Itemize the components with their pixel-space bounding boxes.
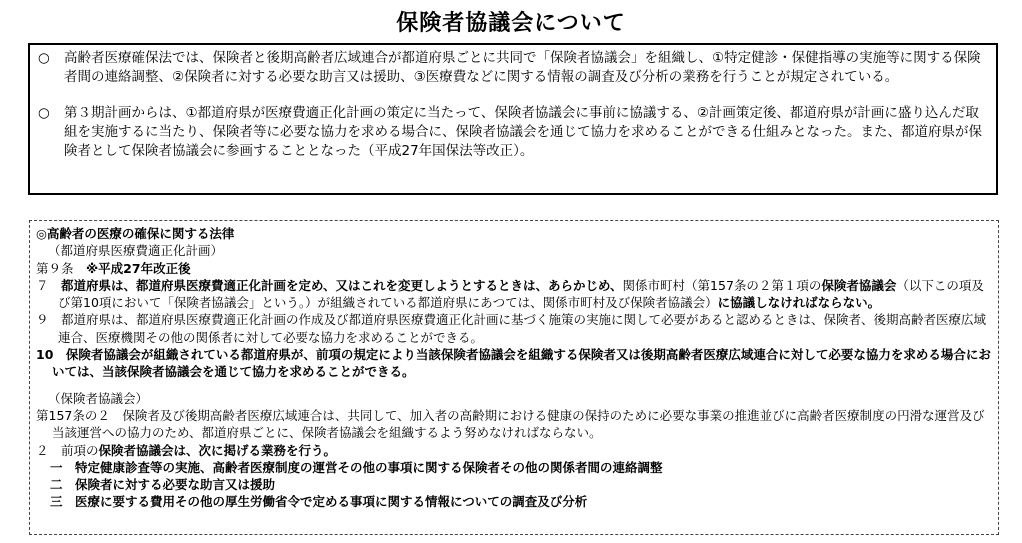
paragraph-10-number: 10 [36,347,54,363]
list-item [36,476,992,493]
bullet-icon: ○ [38,50,50,66]
list-item-text: 保険者に対する必要な助言又は援助 [75,477,276,493]
paragraph-2-bold: 保険者協議会は、次に掲げる業務を行う。 [98,442,337,458]
section-caption-plan: （都道府県医療費適正化計画） [48,243,224,259]
paragraph-9 [36,311,992,346]
law-heading: ◎高齢者の医療の確保に関する法律 [36,226,235,241]
paragraph-9-number: ９ [36,312,49,328]
summary-point-2 [38,104,986,161]
paragraph-2-text: 前項の [61,442,99,458]
list-item [36,493,992,510]
summary-text-1: 高齢者医療確保法では、保険者と後期高齢者広域連合が都道府県ごとに共同で「保険者協議会」を組織し、①特定健診・保健指導の実施等に関する保険者間の連絡調整、②保険者に対する必要な助言又は援助、③医療費などに関する情報の調査及び分析の業務を行うことが規定されている。 [64,50,981,85]
bullet-icon: ○ [38,105,50,121]
paragraph-7-text-1: 関係市町村（第157条の２第１項の [622,277,822,293]
section-caption-council: （保険者協議会） [48,390,149,406]
list-item-number: 三 [50,494,63,510]
paragraph-7-text-2: （以下この項及び第10項において「保険者協議会」という。）が組織されている都道府県にあつては、関係市町村及び保険者協議会） [58,277,984,311]
law-excerpt-box [29,220,999,535]
article-157-2-text: 保険者及び後期高齢者医療広域連合は、共同して、加入者の高齢期における健康の保持のために必要な事業の推進並びに高齢者医療制度の円滑な運営及び当該運営への協力のため、都道府県ごとに、保険者協議会を組織するよう努めなければならない。 [52,407,985,441]
paragraph-7-bold-1: 都道府県は、都道府県医療費適正化計画を定め、又はこれを変更しようとするときは、あらかじめ、 [61,277,623,293]
paragraph-10 [36,346,992,381]
list-item-text: 特定健康診査等の実施、高齢者医療制度の運営その他の事項に関する保険者その他の関係者間の連絡調整 [75,459,663,475]
paragraph-7-bold-2: 保険者協議会 [821,277,897,293]
article-157-2 [36,407,992,442]
paragraph-9-text: 都道府県は、都道府県医療費適正化計画の作成及び都道府県医療費適正化計画に基づく施策の実施に関して必要があると認めるときは、保険者、後期高齢者医療広域連合、医療機関その他の関係者に対して必要な協力を求めることができる。 [58,312,987,345]
amendment-note: ※平成27年改正後 [86,260,191,276]
summary-point-1 [38,49,986,87]
page-title: 保険者協議会について [396,11,626,36]
list-item-text: 医療に要する費用その他の厚生労働省令で定める事項に関する情報についての調査及び分析 [75,494,588,510]
paragraph-7-bold-3: に協議しなければならない。 [717,295,881,311]
article-9-label: 第９条 [36,260,74,276]
article-9-header [36,260,992,277]
list-item-number: 二 [50,477,63,493]
paragraph-7-number: ７ [36,277,49,293]
paragraph-2 [36,442,992,459]
article-157-2-label: 第157条の２ [36,407,110,423]
summary-box [28,43,998,195]
list-item-number: 一 [50,459,63,475]
summary-text-2: 第３期計画からは、①都道府県が医療費適正化計画の策定に当たって、保険者協議会に事前に協議する、②計画策定後、都道府県が計画に盛り込んだ取組を実施するに当たり、保険者等に必要な協力を求める場合に、保険者協議会を通じて協力を求めることができる仕組みとなった。また、都道府県が保険者として保険者協議会に参画することとなった（平成27年国保法等改正）。 [64,105,982,159]
paragraph-7 [36,277,992,312]
paragraph-2-number: ２ [36,442,49,458]
list-item [36,459,992,476]
paragraph-10-text: 保険者協議会が組織されている都道府県が、前項の規定により当該保険者協議会を組織する保険者又は後期高齢者医療広域連合に対して必要な協力を求める場合においては、当該保険者協議会を通じて協力を求めることができる。 [52,347,991,380]
